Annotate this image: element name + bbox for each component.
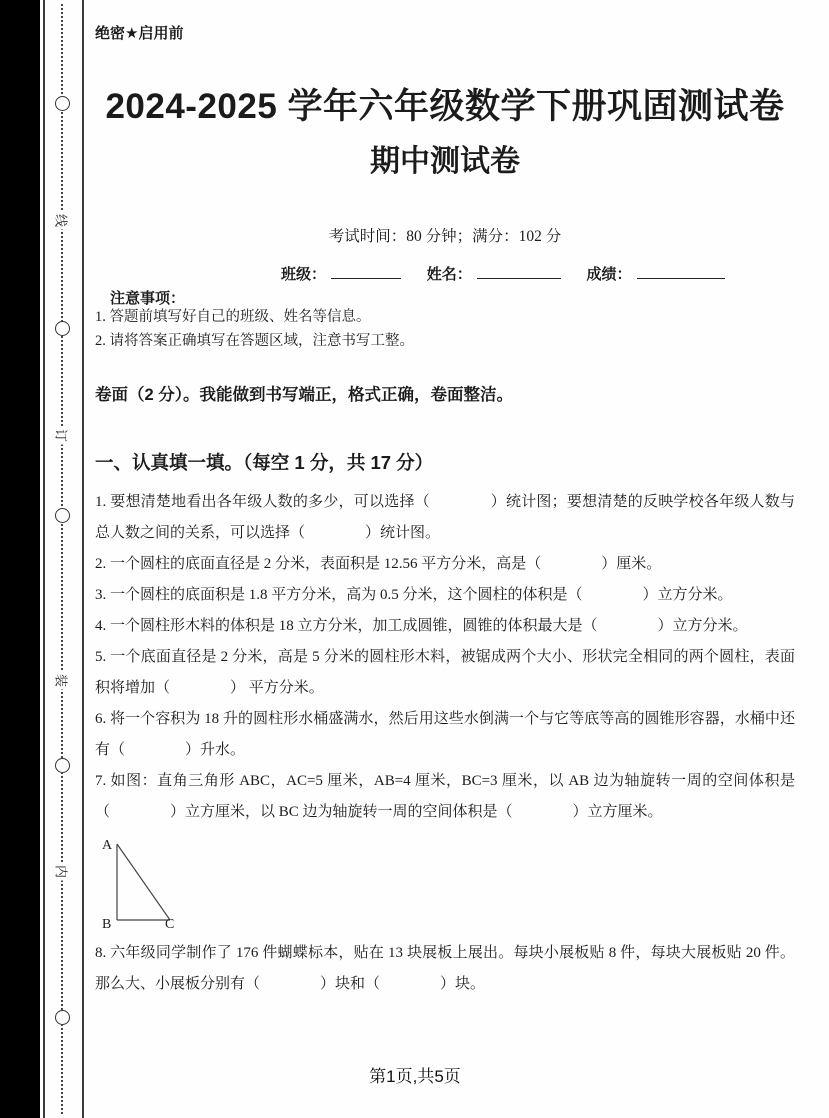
question-2: 2. 一个圆柱的底面直径是 2 分米，表面积是 12.56 平方分米，高是（ ）厘米。 [95, 556, 662, 572]
binding-char-zhuang: 装 [48, 672, 77, 690]
notice-heading: 注意事项： [110, 290, 186, 307]
class-field [281, 263, 401, 284]
fill-in-questions [95, 487, 795, 1000]
exam-page [40, 0, 829, 1118]
vertex-label-c: C [165, 917, 175, 930]
vertex-label-a: A [102, 838, 113, 853]
page-subtitle: 期中测试卷 [370, 145, 520, 178]
score-field-blank [637, 265, 725, 279]
name-field-blank [477, 265, 561, 279]
binding-circle [53, 758, 71, 773]
page-title: 2024-2025 学年六年级数学下册巩固测试卷 [105, 87, 785, 126]
binding-rule-line-left [43, 0, 45, 1118]
page-content [95, 0, 795, 1118]
question-1: 1. 要想清楚地看出各年级人数的多少，可以选择（ ）统计图；要想清楚的反映学校各年级人数与总人数之间的关系，可以选择（ ）统计图。 [95, 494, 795, 541]
class-field-label: 班级： [281, 266, 327, 283]
notice-item-1: 1. 答题前填写好自己的班级、姓名等信息。 [95, 309, 371, 325]
class-field-blank [331, 265, 401, 279]
binding-char-ding: 订 [48, 427, 77, 445]
score-field-label: 成绩： [586, 266, 632, 283]
question-6: 6. 将一个容积为 18 升的圆柱形水桶盛满水，然后用这些水倒满一个与它等底等高的圆锥形容器，水桶中还有（ ）升水。 [95, 711, 795, 758]
question-5: 5. 一个底面直径是 2 分米，高是 5 分米的圆柱形木料，被锯成两个大小、形状完全相同的两个圆柱，表面积将增加（ ） 平方分米。 [95, 649, 795, 696]
binding-circle [53, 1010, 71, 1025]
triangle-abc-drawing [95, 830, 190, 930]
secret-label: 绝密★启用前 [95, 25, 184, 42]
vertex-label-b: B [102, 917, 112, 930]
binding-char-nei: 内 [48, 863, 77, 881]
question-4: 4. 一个圆柱形木料的体积是 18 立方分米，加工成圆锥，圆锥的体积最大是（ ）立方分米。 [95, 618, 748, 634]
notice-item-2: 2. 请将答案正确填写在答题区域，注意书写工整。 [95, 333, 414, 349]
name-field-label: 姓名： [426, 266, 472, 283]
question-7: 7. 如图：直角三角形 ABC，AC=5 厘米，AB=4 厘米，BC=3 厘米，以 AB 边为轴旋转一周的空间体积是（ ）立方厘米，以 BC 边为轴旋转一周的空间体积是（ ）立方厘米。 [95, 773, 795, 820]
binding-circle [53, 96, 71, 111]
score-field [587, 263, 725, 284]
binding-dotted-line [61, 4, 63, 1114]
question-3: 3. 一个圆柱的底面积是 1.8 平方分米，高为 0.5 分米，这个圆柱的体积是（ ）立方分米。 [95, 587, 733, 603]
question-8: 8. 六年级同学制作了 176 件蝴蝶标本，贴在 13 块展板上展出。每块小展板贴 8 件，每块大展板贴 20 件。那么大、小展板分别有（ ）块和（ ）块。 [95, 945, 795, 992]
exam-info-line: 考试时间：80 分钟；满分：102 分 [328, 228, 562, 245]
section-one-heading: 一、认真填一填。（每空 1 分，共 17 分） [95, 452, 434, 473]
neatness-statement: 卷面（2 分）。我能做到书写端正，格式正确，卷面整洁。 [95, 386, 514, 404]
binding-margin [52, 0, 74, 1118]
binding-circle [53, 321, 71, 336]
page-number: 第1页,共5页 [369, 1067, 461, 1086]
binding-char-xian: 线 [48, 212, 77, 230]
student-info-row [281, 263, 795, 284]
binding-rule-line-right [82, 0, 84, 1118]
right-triangle-figure [95, 830, 190, 930]
name-field [427, 263, 561, 284]
binding-circle [53, 508, 71, 523]
